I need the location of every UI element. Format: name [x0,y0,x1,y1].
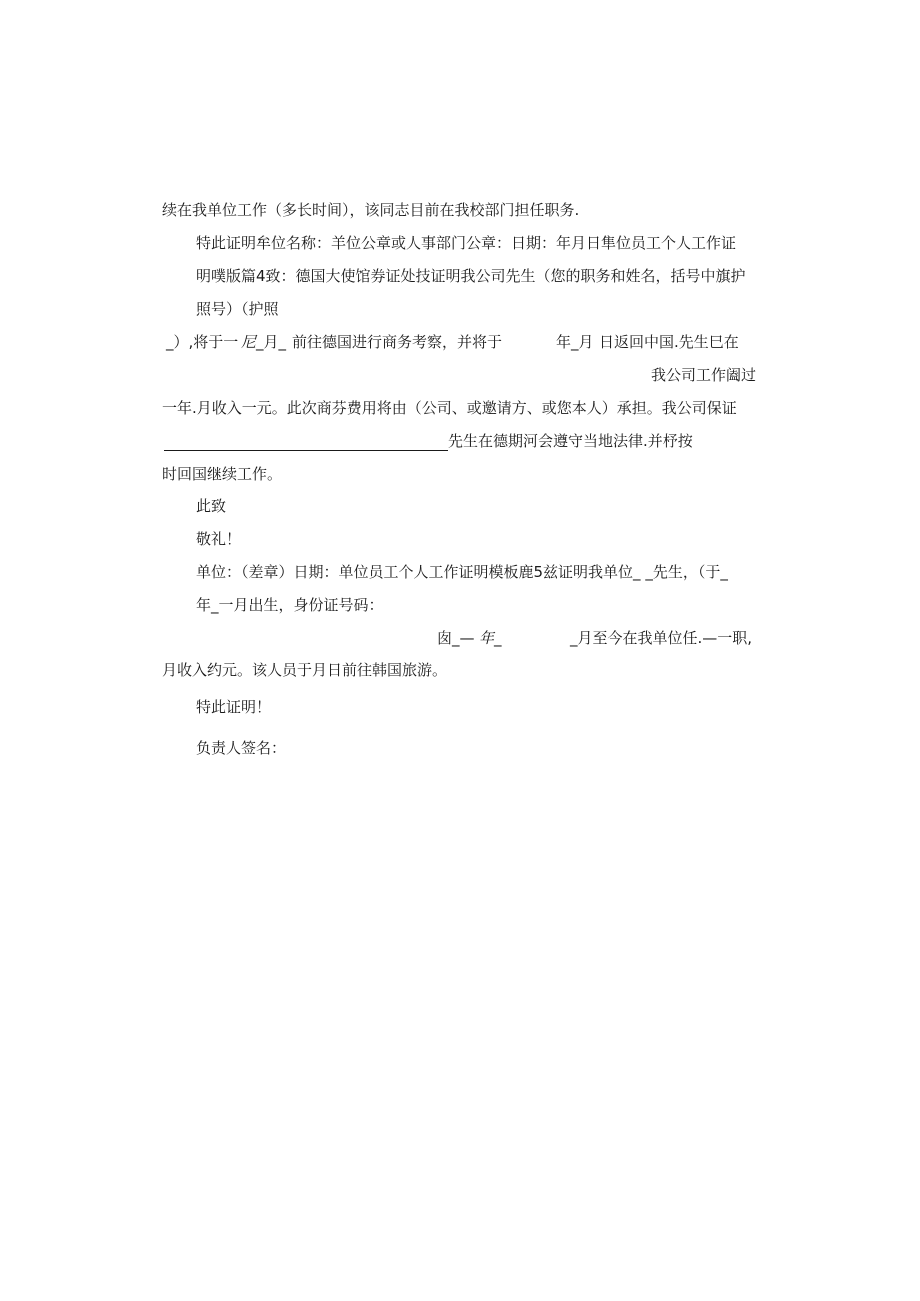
paragraph-line-8 [164,431,744,451]
line-5-segment-6: 日返回中国.先生巳在 [599,333,739,351]
paragraph-line-12: 单位：（差章）日期：单位员工个人工作证明模板鹿5兹证明我单位_ _先生，（于_ [196,563,728,581]
line-5-segment-4: 前往德国进行商务考察，并将于 [292,333,503,351]
line-14-segment-3: _ [494,629,502,647]
closing-regards: 敬礼！ [196,530,242,548]
line-8-text: 先生在德期河会遵守当地法律.并杼按 [448,432,693,450]
paragraph-line-3: 明噗版篇4致：德国大使馆券证处技证明我公司先生（您的职务和姓名，括号中旗护 [196,267,746,285]
paragraph-line-4: 照号）（护照 [196,300,279,318]
signature-label: 负责人签名： [196,739,287,757]
paragraph-line-9: 时回国继续工作。 [162,465,283,483]
closing-statement: 特此证明！ [196,698,272,716]
signature-blank [164,436,448,451]
line-14-segment-1: 囱_— [437,629,475,647]
paragraph-line-2: 特此证明牟位名称：羊位公章或人事部门公章：日期：年月日隼位员工个人工作证 [196,234,737,252]
paragraph-line-7: 一年.月收入一元。此次商芬费用将由（公司、或邀请方、或您本人）承担。我公司保证 [162,399,737,417]
line-5-segment-3: _月_ [256,333,287,351]
paragraph-line-15: 月收入约元。该人员于月日前往韩国旅游。 [162,661,448,679]
line-14-segment-2: 年 [479,629,495,647]
paragraph-line-13: 年_一月出生，身份证号码： [196,596,384,614]
paragraph-line-1: 续在我单位工作（多长时间），该同志目前在我校部门担任职务. [162,201,580,219]
line-5-segment-1: _）,将于一 [166,333,239,351]
line-14-segment-4: _月至今在我单位任.—一职, [570,629,753,647]
closing-salutation: 此致 [196,497,227,515]
line-5-segment-5: 年_月 [556,333,594,351]
line-5-segment-2: 尼 [241,333,257,351]
paragraph-line-6: 我公司工作阖过 [650,366,756,384]
